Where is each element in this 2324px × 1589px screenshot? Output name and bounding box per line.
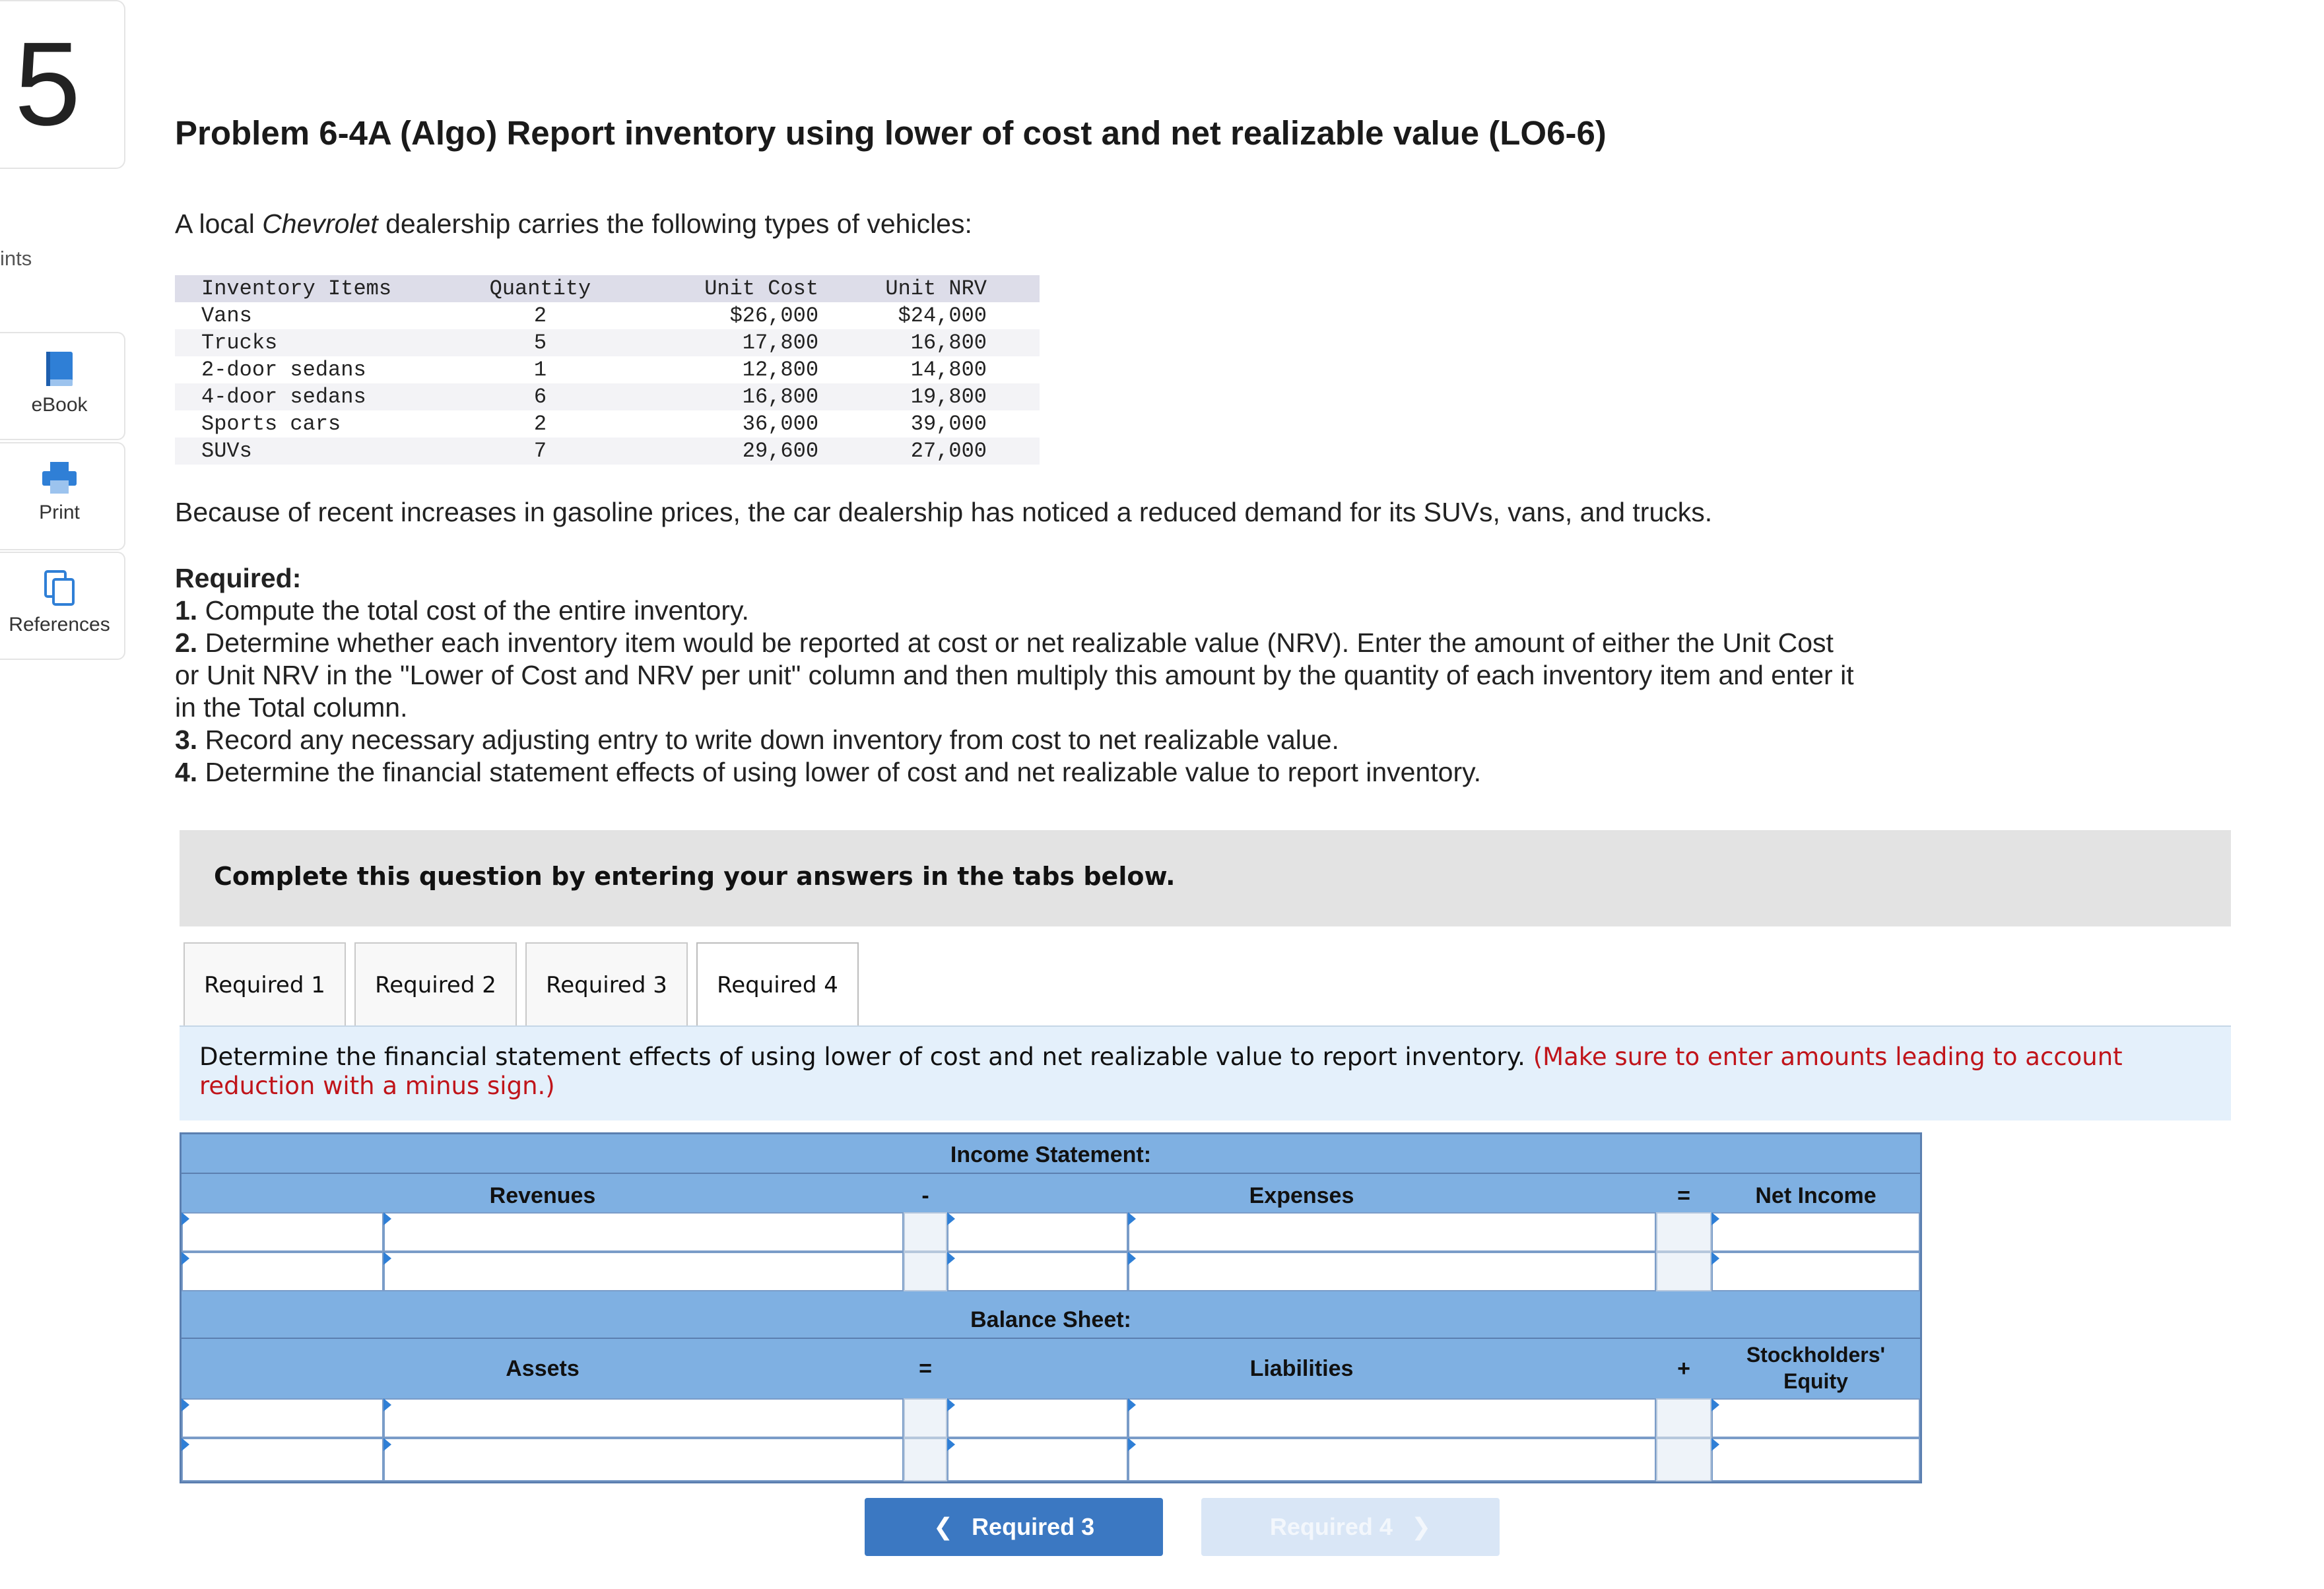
references-label: References [9, 614, 110, 635]
operator-spacer [904, 1252, 947, 1291]
instructions-banner [180, 830, 2231, 926]
col-inventory-items: Inventory Items [201, 276, 392, 301]
expenses-header: Expenses [1249, 1183, 1354, 1208]
chevron-left-icon: ❮ [933, 1513, 954, 1540]
question-number: 5 [15, 18, 81, 150]
ebook-label: eBook [31, 394, 88, 416]
table-row: SUVs 7 29,600 27,000 [175, 438, 1040, 465]
assets-header: Assets [506, 1356, 580, 1381]
previous-tab-label: Required 3 [972, 1513, 1095, 1540]
tab-required-1[interactable]: Required 1 [183, 942, 346, 1025]
liabilities-amount-input-1[interactable] [1128, 1398, 1656, 1438]
net-income-input-2[interactable] [1711, 1252, 1920, 1291]
previous-tab-button[interactable] [865, 1498, 1163, 1556]
required-heading: Required: [175, 563, 302, 593]
operator-spacer [904, 1398, 947, 1438]
revenues-amount-input-2[interactable] [383, 1252, 904, 1291]
balance-sheet-title: Balance Sheet: [970, 1307, 1131, 1332]
assets-amount-input-1[interactable] [383, 1398, 904, 1438]
table-row: Vans 2 $26,000 $24,000 [175, 302, 1040, 329]
next-tab-label: Required 4 [1269, 1513, 1393, 1540]
liabilities-account-select-2[interactable] [947, 1438, 1128, 1481]
col-unit-cost: Unit Cost [704, 276, 819, 301]
table-row: Sports cars 2 36,000 39,000 [175, 410, 1040, 438]
liabilities-amount-input-2[interactable] [1128, 1438, 1656, 1481]
assets-amount-input-2[interactable] [383, 1438, 904, 1481]
required-item-2: 2. Determine whether each inventory item would be reported at cost or net realizable value (NRV). Enter the amount of either the Unit Cost or Unit NRV in the "Lower of Cost and NRV per unit" column and then multiply this amount by the quantity of each inventory item and enter it in the Total column. [175, 628, 1854, 723]
inventory-table [175, 275, 1040, 465]
tab-required-2[interactable]: Required 2 [354, 942, 517, 1025]
table-row: Trucks 5 17,800 16,800 [175, 329, 1040, 356]
liabilities-header: Liabilities [1249, 1356, 1354, 1381]
instruction-text: Determine the financial statement effects of using lower of cost and net realizable value to report inventory. [199, 1043, 1525, 1071]
revenues-amount-input-1[interactable] [383, 1212, 904, 1252]
printer-icon [41, 461, 78, 495]
operator-spacer [1656, 1438, 1711, 1481]
expenses-account-select-2[interactable] [947, 1252, 1128, 1291]
required-list [175, 562, 1891, 789]
context-paragraph: Because of recent increases in gasoline prices, the car dealership has noticed a reduced demand for its SUVs, vans, and trucks. [175, 497, 1713, 527]
instruction-panel [180, 1025, 2231, 1120]
operator-spacer [1656, 1398, 1711, 1438]
references-button[interactable] [0, 552, 125, 660]
tab-required-4[interactable]: Required 4 [696, 942, 859, 1028]
instruction-note: (Make sure to enter amounts leading to account reduction with a minus sign.) [199, 1043, 2123, 1100]
minus-operator: - [921, 1183, 929, 1208]
book-icon [44, 350, 75, 387]
equals-operator-balance: = [919, 1356, 932, 1381]
operator-spacer [904, 1438, 947, 1481]
revenues-account-select-2[interactable] [182, 1252, 383, 1291]
financial-effects-worksheet [180, 1132, 1922, 1483]
required-item-3: 3. Record any necessary adjusting entry to write down inventory from cost to net realizable value. [175, 725, 1339, 755]
operator-spacer [1656, 1212, 1711, 1252]
table-row: 4-door sedans 6 16,800 19,800 [175, 383, 1040, 410]
assets-account-select-1[interactable] [182, 1398, 383, 1438]
points-label: ints [0, 247, 32, 270]
references-icon [43, 570, 76, 607]
dealership-brand: Chevrolet [262, 209, 378, 239]
print-button[interactable] [0, 442, 125, 550]
operator-spacer [1656, 1252, 1711, 1291]
equals-operator: = [1677, 1183, 1690, 1208]
net-income-input-1[interactable] [1711, 1212, 1920, 1252]
intro-text: A local Chevrolet dealership carries the following types of vehicles: [175, 209, 972, 239]
stockholders-equity-header: Stockholders' Equity [1746, 1343, 1886, 1393]
expenses-amount-input-2[interactable] [1128, 1252, 1656, 1291]
required-item-1: 1. Compute the total cost of the entire inventory. [175, 595, 749, 626]
col-unit-nrv: Unit NRV [885, 276, 987, 301]
problem-title: Problem 6-4A (Algo) Report inventory using lower of cost and net realizable value (LO6-6) [175, 114, 1607, 152]
inventory-header-row [175, 275, 1040, 302]
col-quantity: Quantity [489, 276, 591, 301]
assets-account-select-2[interactable] [182, 1438, 383, 1481]
ebook-button[interactable] [0, 332, 125, 440]
operator-spacer [904, 1212, 947, 1252]
expenses-amount-input-1[interactable] [1128, 1212, 1656, 1252]
equity-input-1[interactable] [1711, 1398, 1920, 1438]
plus-operator: + [1677, 1356, 1690, 1381]
income-statement-title: Income Statement: [950, 1142, 1152, 1167]
revenues-account-select-1[interactable] [182, 1212, 383, 1252]
revenues-header: Revenues [489, 1183, 596, 1208]
next-tab-button[interactable] [1201, 1498, 1500, 1556]
net-income-header: Net Income [1755, 1183, 1876, 1208]
equity-input-2[interactable] [1711, 1438, 1920, 1481]
chevron-right-icon: ❯ [1411, 1513, 1432, 1540]
expenses-account-select-1[interactable] [947, 1212, 1128, 1252]
tab-required-3[interactable]: Required 3 [525, 942, 688, 1025]
required-item-4: 4. Determine the financial statement effects of using lower of cost and net realizable value to report inventory. [175, 757, 1481, 787]
table-row: 2-door sedans 1 12,800 14,800 [175, 356, 1040, 383]
liabilities-account-select-1[interactable] [947, 1398, 1128, 1438]
banner-text: Complete this question by entering your answers in the tabs below. [214, 862, 1176, 891]
print-label: Print [39, 502, 80, 523]
